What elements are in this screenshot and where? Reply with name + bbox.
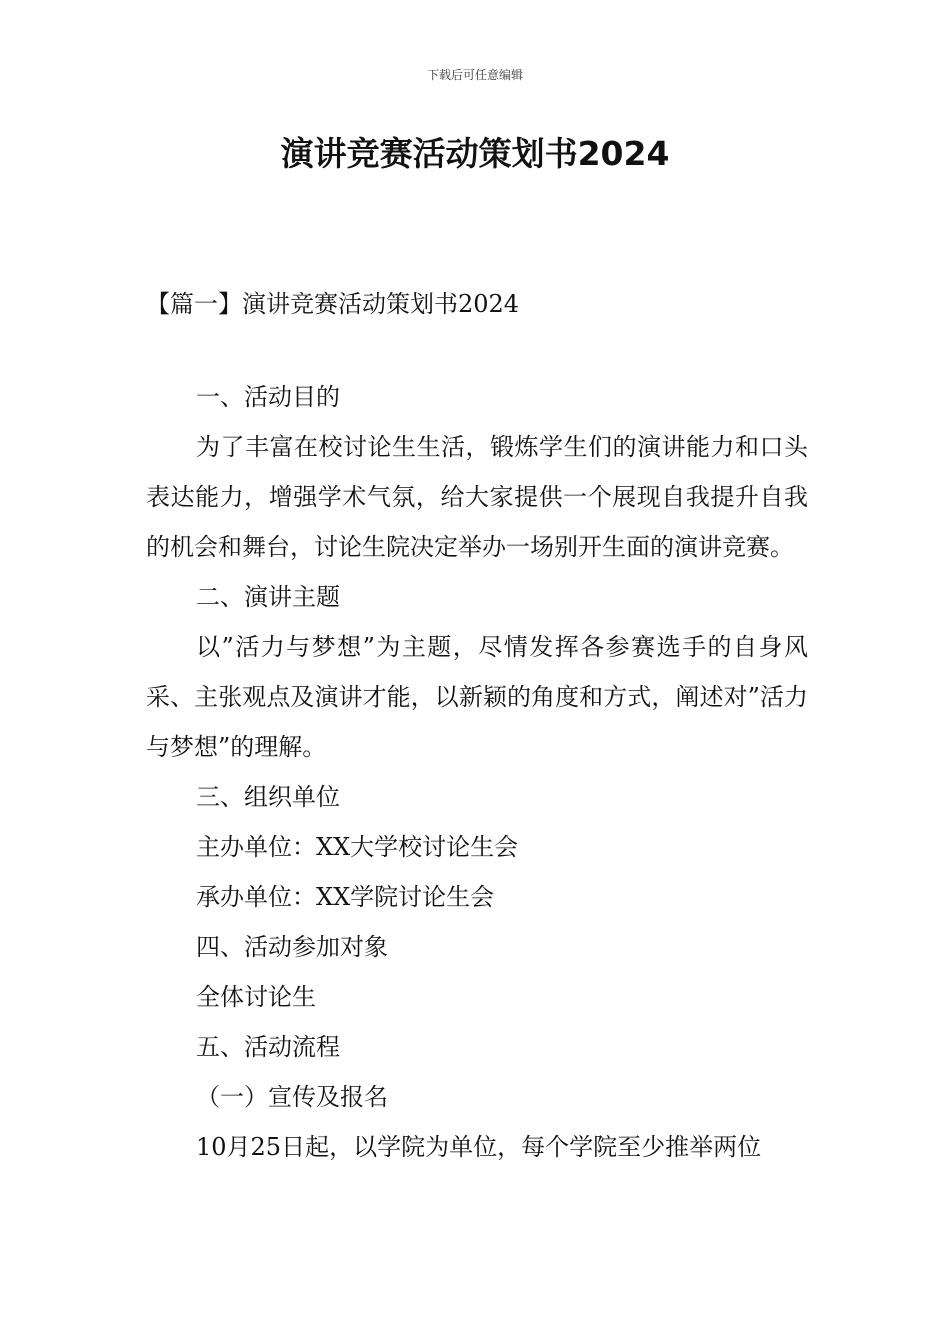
section-heading: 【篇一】演讲竞赛活动策划书2024 [146, 290, 520, 318]
heading-theme: 二、演讲主题 [196, 583, 340, 611]
heading-organizers: 三、组织单位 [196, 783, 340, 811]
heading-process: 五、活动流程 [196, 1033, 340, 1061]
header-note: 下载后可任意编辑 [426, 68, 523, 82]
participants-text: 全体讨论生 [196, 983, 316, 1011]
subheading-publicity: （一）宣传及报名 [196, 1083, 388, 1111]
paragraph-purpose: 为了丰富在校讨论生生活，锻炼学生们的演讲能力和口头表达能力，增强学术气氛，给大家提供一个展现自我提升自我的机会和舞台，讨论生院决定举办一场别开生面的演讲竞赛。 [146, 433, 808, 561]
organizer-undertaker: 承办单位：XX学院讨论生会 [196, 883, 495, 911]
organizer-host: 主办单位：XX大学校讨论生会 [196, 833, 519, 861]
heading-purpose: 一、活动目的 [196, 383, 340, 411]
paragraph-theme: 以”活力与梦想”为主题，尽情发挥各参赛选手的自身风采、主张观点及演讲才能，以新颖的角度和方式，阐述对”活力与梦想”的理解。 [146, 633, 808, 761]
document-body [146, 372, 808, 1172]
paragraph-publicity: 10月25日起，以学院为单位，每个学院至少推举两位 [196, 1133, 762, 1161]
document-title: 演讲竞赛活动策划书2024 [280, 134, 670, 173]
heading-participants: 四、活动参加对象 [196, 933, 388, 961]
